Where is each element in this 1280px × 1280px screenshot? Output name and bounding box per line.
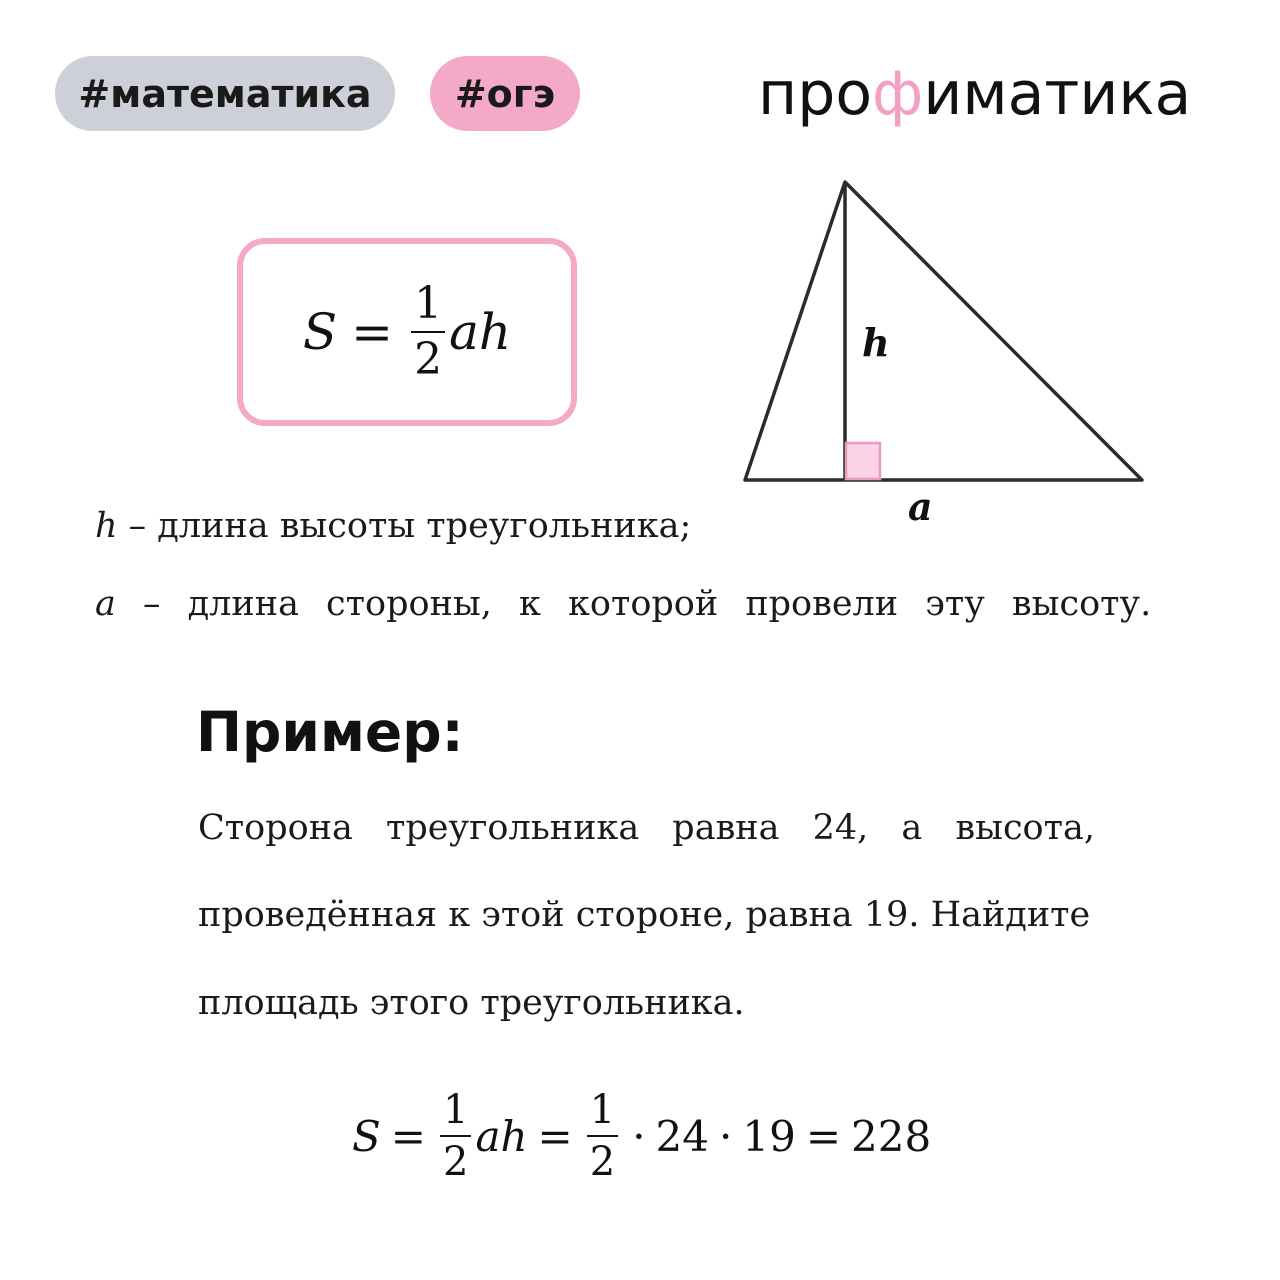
solution-lhs: S (352, 1111, 381, 1161)
solution-height: 19 (742, 1111, 796, 1161)
solution-numerator-2: 1 (587, 1090, 618, 1137)
height-label: h (862, 320, 890, 365)
definition-a-text: – длина стороны, к которой провели эту высоту. (115, 584, 1152, 624)
solution-dot-1: · (632, 1111, 646, 1161)
definition-a (95, 584, 1151, 624)
solution-vars: ah (475, 1111, 528, 1161)
solution-fraction-2 (587, 1087, 618, 1185)
right-angle-marker (846, 443, 880, 479)
solution-answer: 228 (851, 1111, 932, 1161)
triangle (745, 182, 1142, 480)
base-label: a (908, 484, 933, 529)
solution-fraction-1 (440, 1087, 471, 1185)
example-line-3: площадь этого треугольника. (198, 983, 745, 1023)
solution-numerator-1: 1 (440, 1090, 471, 1137)
solution-denominator-1: 2 (442, 1139, 469, 1185)
solution-denominator-2: 2 (589, 1139, 616, 1185)
example-line-1: Сторона треугольника равна 24, а высота, (198, 808, 1095, 848)
formula-denominator: 2 (414, 334, 443, 385)
solution-equals-2: = (537, 1111, 573, 1161)
solution-dot-2: · (719, 1111, 733, 1161)
example-line-2: проведённая к этой стороне, равна 19. Найдите (198, 895, 1091, 935)
formula-equals: = (351, 303, 394, 361)
tag-oge[interactable]: #огэ (430, 56, 580, 131)
solution-equals-3: = (805, 1111, 842, 1161)
solution-side: 24 (655, 1111, 709, 1161)
definition-h-text: – длина высоты треугольника; (117, 506, 692, 546)
logo-phi: ф (872, 58, 924, 129)
definition-h (95, 506, 691, 546)
definition-h-var: h (95, 506, 118, 546)
example-title: Пример: (196, 700, 464, 764)
definition-a-var: a (95, 584, 116, 624)
tag-math[interactable]: #математика (55, 56, 395, 131)
formula-lhs: S (302, 303, 338, 361)
solution-equals-1: = (390, 1111, 426, 1161)
solution (352, 1087, 932, 1185)
solution-formula (352, 1087, 932, 1185)
logo-part-1: про (758, 58, 873, 129)
formula-numerator: 1 (411, 282, 445, 333)
formula-vars: ah (449, 303, 512, 361)
logo-part-2: иматика (923, 58, 1192, 129)
